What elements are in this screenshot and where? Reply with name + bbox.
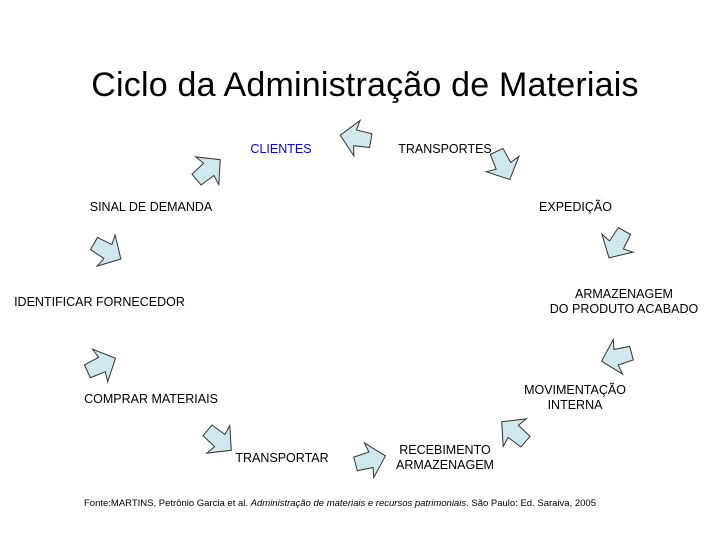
step-label-expedicao: EXPEDIÇÃO (539, 200, 612, 214)
step-label-clientes: CLIENTES (250, 142, 312, 156)
step-label-transportes: TRANSPORTES (398, 142, 492, 156)
step-label-sinal-demanda: SINAL DE DEMANDA (89, 200, 213, 214)
arrow-icon (80, 342, 123, 388)
arrow-icon (597, 336, 636, 379)
source-prefix: Fonte:MARTINS, Petrônio Garcia et al. (83, 498, 251, 509)
step-label-comprar-materiais: COMPRAR MATERIAIS (84, 392, 218, 406)
step-label-movimentacao-interna: MOVIMENTAÇÃO INTERNA (524, 383, 626, 412)
arrow-icon (480, 144, 526, 187)
arrow-icon (196, 417, 243, 465)
source-suffix: . São Paulo: Ed. Saraiva, 2005 (466, 498, 596, 509)
arrow-icon (593, 222, 640, 267)
arrow-icon (490, 408, 537, 456)
step-label-transportar: TRANSPORTAR (235, 451, 329, 465)
step-label-recebimento-armazenagem: RECEBIMENTO ARMAZENAGEM (396, 443, 494, 472)
arrow-icon (185, 146, 232, 194)
step-label-identificar-fornecedor: IDENTIFICAR FORNECEDOR (14, 295, 185, 309)
diagram-title: Ciclo da Administração de Materiais (91, 66, 639, 104)
arrow-icon (351, 438, 390, 481)
arrow-icon (85, 228, 130, 275)
source-title: Administração de materiais e recursos patrimoniais (250, 498, 467, 509)
source-citation (0, 498, 680, 509)
arrow-icon (337, 117, 374, 158)
step-label-armazenagem-produto: ARMAZENAGEM DO PRODUTO ACABADO (549, 287, 699, 316)
